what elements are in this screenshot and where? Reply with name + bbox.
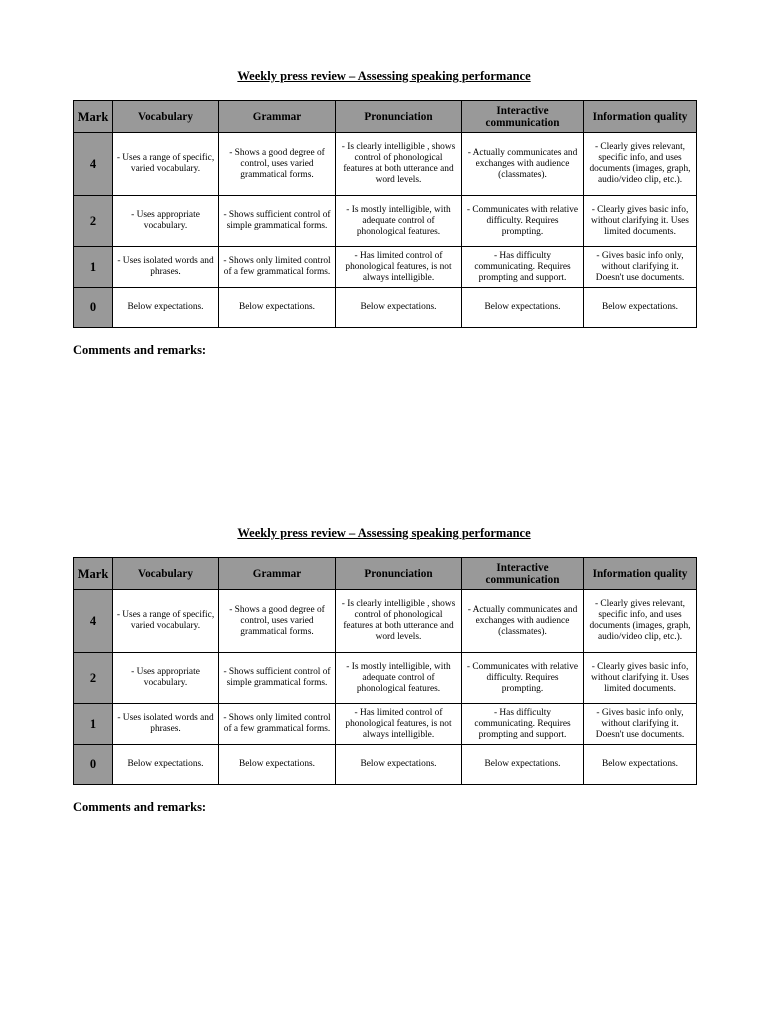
- criterion-cell: Below expectations.: [584, 288, 697, 328]
- mark-cell: 4: [74, 590, 113, 653]
- criterion-cell: Below expectations.: [219, 288, 336, 328]
- rubric-table: [73, 100, 697, 328]
- header-grammar: Grammar: [219, 558, 336, 590]
- criterion-cell: - Communicates with relative difficulty. Requires prompting.: [462, 653, 584, 704]
- header-interactive-communication: Interactive communication: [462, 101, 584, 133]
- header-row: [74, 101, 697, 133]
- criterion-cell: - Actually communicates and exchanges with audience (classmates).: [462, 133, 584, 196]
- mark-cell: 4: [74, 133, 113, 196]
- criterion-cell: - Communicates with relative difficulty. Requires prompting.: [462, 196, 584, 247]
- header-vocabulary: Vocabulary: [113, 558, 219, 590]
- criterion-cell: - Shows a good degree of control, uses varied grammatical forms.: [219, 133, 336, 196]
- criterion-cell: - Clearly gives relevant, specific info, and uses documents (images, graph, audio/video clip, etc.).: [584, 590, 697, 653]
- criterion-cell: - Uses appropriate vocabulary.: [113, 196, 219, 247]
- header-pronunciation: Pronunciation: [336, 558, 462, 590]
- table-row: [74, 590, 697, 653]
- criterion-cell: - Clearly gives basic info, without clarifying it. Uses limited documents.: [584, 196, 697, 247]
- table-row: [74, 745, 697, 785]
- criterion-cell: - Is mostly intelligible, with adequate control of phonological features.: [336, 653, 462, 704]
- criterion-cell: - Shows sufficient control of simple grammatical forms.: [219, 196, 336, 247]
- header-grammar: Grammar: [219, 101, 336, 133]
- table-row: [74, 196, 697, 247]
- header-vocabulary: Vocabulary: [113, 101, 219, 133]
- table-row: [74, 133, 697, 196]
- table-row: [74, 247, 697, 288]
- criterion-cell: Below expectations.: [584, 745, 697, 785]
- criterion-cell: - Clearly gives basic info, without clarifying it. Uses limited documents.: [584, 653, 697, 704]
- criterion-cell: - Shows sufficient control of simple grammatical forms.: [219, 653, 336, 704]
- page-title: Weekly press review – Assessing speaking performance: [237, 69, 531, 83]
- criterion-cell: - Uses isolated words and phrases.: [113, 247, 219, 288]
- criterion-cell: - Uses isolated words and phrases.: [113, 704, 219, 745]
- criterion-cell: Below expectations.: [219, 745, 336, 785]
- header-pronunciation: Pronunciation: [336, 101, 462, 133]
- criterion-cell: - Shows only limited control of a few grammatical forms.: [219, 704, 336, 745]
- criterion-cell: - Has difficulty communicating. Requires prompting and support.: [462, 704, 584, 745]
- mark-cell: 0: [74, 745, 113, 785]
- criterion-cell: - Clearly gives relevant, specific info, and uses documents (images, graph, audio/video clip, etc.).: [584, 133, 697, 196]
- criterion-cell: - Gives basic info only, without clarifying it. Doesn't use documents.: [584, 247, 697, 288]
- mark-cell: 0: [74, 288, 113, 328]
- criterion-cell: - Has limited control of phonological features, is not always intelligible.: [336, 704, 462, 745]
- criterion-cell: - Uses a range of specific, varied vocabulary.: [113, 590, 219, 653]
- mark-cell: 1: [74, 704, 113, 745]
- mark-cell: 2: [74, 196, 113, 247]
- criterion-cell: - Is clearly intelligible , shows control of phonological features at both utterance and word levels.: [336, 590, 462, 653]
- criterion-cell: - Shows only limited control of a few grammatical forms.: [219, 247, 336, 288]
- criterion-cell: - Shows a good degree of control, uses varied grammatical forms.: [219, 590, 336, 653]
- criterion-cell: Below expectations.: [462, 288, 584, 328]
- criterion-cell: Below expectations.: [113, 288, 219, 328]
- page-title: Weekly press review – Assessing speaking performance: [237, 526, 531, 540]
- criterion-cell: Below expectations.: [113, 745, 219, 785]
- criterion-cell: Below expectations.: [336, 288, 462, 328]
- table-row: [74, 288, 697, 328]
- rubric-table: [73, 557, 697, 785]
- comments-label: Comments and remarks:: [73, 343, 207, 357]
- criterion-cell: - Is clearly intelligible , shows control of phonological features at both utterance and word levels.: [336, 133, 462, 196]
- criterion-cell: - Has difficulty communicating. Requires prompting and support.: [462, 247, 584, 288]
- header-information-quality: Information quality: [584, 558, 697, 590]
- header-row: [74, 558, 697, 590]
- criterion-cell: Below expectations.: [336, 745, 462, 785]
- header-information-quality: Information quality: [584, 101, 697, 133]
- mark-cell: 1: [74, 247, 113, 288]
- criterion-cell: - Actually communicates and exchanges with audience (classmates).: [462, 590, 584, 653]
- criterion-cell: Below expectations.: [462, 745, 584, 785]
- header-mark: Mark: [74, 101, 113, 133]
- mark-cell: 2: [74, 653, 113, 704]
- criterion-cell: - Is mostly intelligible, with adequate control of phonological features.: [336, 196, 462, 247]
- header-interactive-communication: Interactive communication: [462, 558, 584, 590]
- header-mark: Mark: [74, 558, 113, 590]
- criterion-cell: - Uses a range of specific, varied vocabulary.: [113, 133, 219, 196]
- table-row: [74, 653, 697, 704]
- criterion-cell: - Gives basic info only, without clarifying it. Doesn't use documents.: [584, 704, 697, 745]
- criterion-cell: - Has limited control of phonological features, is not always intelligible.: [336, 247, 462, 288]
- criterion-cell: - Uses appropriate vocabulary.: [113, 653, 219, 704]
- comments-label: Comments and remarks:: [73, 800, 207, 814]
- table-row: [74, 704, 697, 745]
